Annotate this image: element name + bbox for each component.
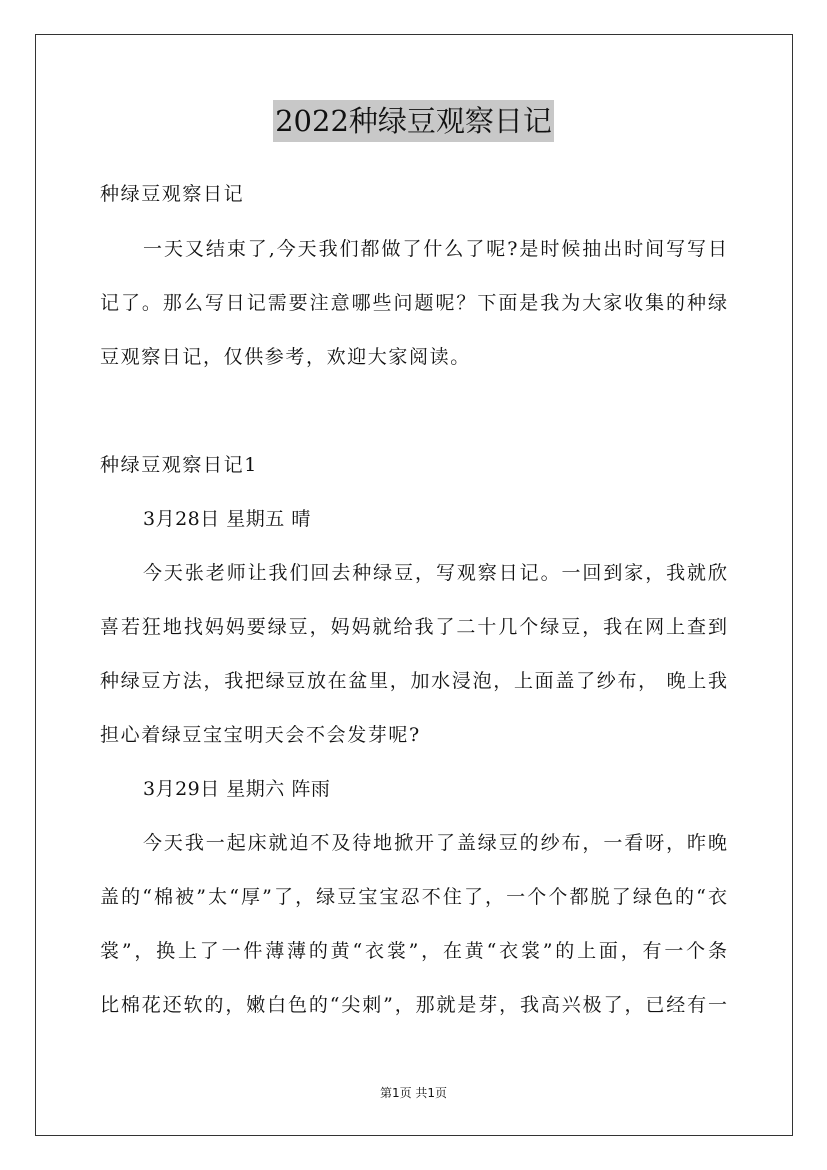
entry2-date: 3月29日 星期六 阵雨 xyxy=(143,778,331,800)
entry2-line-1: 今天我一起床就迫不及待地掀开了盖绿豆的纱布，一看呀，昨晚 xyxy=(143,832,727,854)
entry1-line-1: 今天张老师让我们回去种绿豆，写观察日记。一回到家，我就欣 xyxy=(143,562,727,584)
entry1-date: 3月28日 星期五 晴 xyxy=(143,508,311,530)
page-footer: 第1页 共1页 xyxy=(379,1086,448,1100)
entry1-line-4: 担心着绿豆宝宝明天会不会发芽呢? xyxy=(100,724,421,746)
entry2-line-4: 比棉花还软的，嫩白色的“尖刺”，那就是芽，我高兴极了，已经有一 xyxy=(100,994,727,1016)
entry1-line-3: 种绿豆方法，我把绿豆放在盆里，加水浸泡，上面盖了纱布， 晚上我 xyxy=(100,670,727,692)
entry1-line-2: 喜若狂地找妈妈要绿豆，妈妈就给我了二十几个绿豆，我在网上查到 xyxy=(100,616,727,638)
title-container xyxy=(0,100,827,142)
intro-line-1: 一天又结束了,今天我们都做了什么了呢?是时候抽出时间写写日 xyxy=(143,238,727,260)
section-heading: 种绿豆观察日记1 xyxy=(100,454,258,476)
subtitle: 种绿豆观察日记 xyxy=(100,183,245,205)
entry2-line-3: 裳”，换上了一件薄薄的黄“衣裳”，在黄“衣裳”的上面，有一个条 xyxy=(100,940,727,962)
entry2-line-2: 盖的“棉被”太“厚”了，绿豆宝宝忍不住了，一个个都脱了绿色的“衣 xyxy=(100,886,727,908)
intro-line-3: 豆观察日记，仅供参考，欢迎大家阅读。 xyxy=(100,346,471,368)
document-title: 2022种绿豆观察日记 xyxy=(273,100,554,142)
intro-line-2: 记了。那么写日记需要注意哪些问题呢？下面是我为大家收集的种绿 xyxy=(100,292,727,314)
